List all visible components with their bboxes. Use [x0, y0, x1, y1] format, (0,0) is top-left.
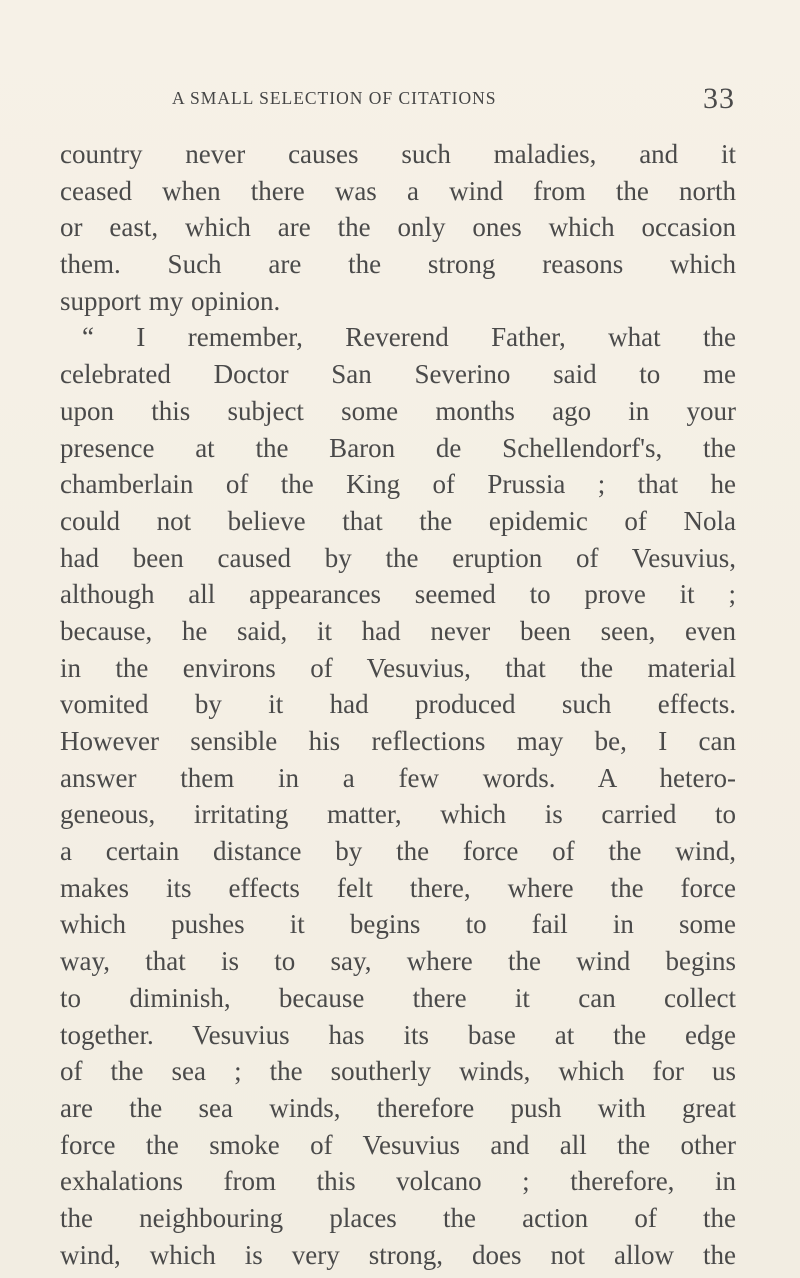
- text-line: had been caused by the eruption of Vesuvius,: [60, 542, 736, 573]
- page-number: 33: [703, 82, 735, 115]
- text-line: However sensible his reflections may be, I can: [60, 726, 736, 756]
- text-line: together. Vesuvius has its base at the edge: [60, 1019, 736, 1050]
- text-line: support my opinion.: [60, 285, 281, 316]
- text-line: to diminish, because there it can collect: [60, 982, 736, 1013]
- text-line: force the smoke of Vesuvius and all the other: [60, 1129, 736, 1160]
- text-line: country never causes such maladies, and it: [60, 139, 736, 169]
- running-head: A SMALL SELECTION OF CITATIONS: [172, 88, 497, 108]
- text-line: are the sea winds, therefore push with great: [60, 1092, 736, 1123]
- text-line: which pushes it begins to fail in some: [60, 909, 736, 940]
- text-line: them. Such are the strong reasons which: [60, 249, 736, 280]
- text-line: “ I remember, Reverend Father, what the: [82, 322, 736, 353]
- text-line: geneous, irritating matter, which is carried to: [60, 799, 736, 830]
- text-line: wind, which is very strong, does not allow the: [60, 1239, 736, 1270]
- text-line: because, he said, it had never been seen, even: [60, 615, 736, 646]
- text-line: exhalations from this volcano ; therefore, in: [60, 1166, 736, 1197]
- text-line: chamberlain of the King of Prussia ; that he: [60, 469, 736, 500]
- text-line: although all appearances seemed to prove it ;: [60, 579, 736, 610]
- text-line: or east, which are the only ones which occasion: [60, 212, 736, 243]
- text-line: of the sea ; the southerly winds, which for us: [60, 1056, 736, 1087]
- text-line: a certain distance by the force of the wind,: [60, 836, 736, 867]
- text-line: presence at the Baron de Schellendorf's, the: [60, 432, 736, 463]
- text-line: upon this subject some months ago in your: [60, 395, 736, 426]
- text-line: vomited by it had produced such effects.: [60, 689, 736, 720]
- text-line: makes its effects felt there, where the force: [60, 872, 736, 903]
- text-line: could not believe that the epidemic of Nola: [60, 505, 736, 536]
- text-line: celebrated Doctor San Severino said to me: [60, 359, 736, 390]
- text-line: answer them in a few words. A hetero-: [60, 762, 736, 793]
- text-line: the neighbouring places the action of the: [60, 1202, 736, 1233]
- text-line: way, that is to say, where the wind begins: [60, 946, 736, 977]
- page-header: [60, 82, 735, 122]
- body-text: [60, 136, 736, 1273]
- text-line: in the environs of Vesuvius, that the material: [60, 652, 736, 683]
- text-line: ceased when there was a wind from the north: [60, 175, 736, 206]
